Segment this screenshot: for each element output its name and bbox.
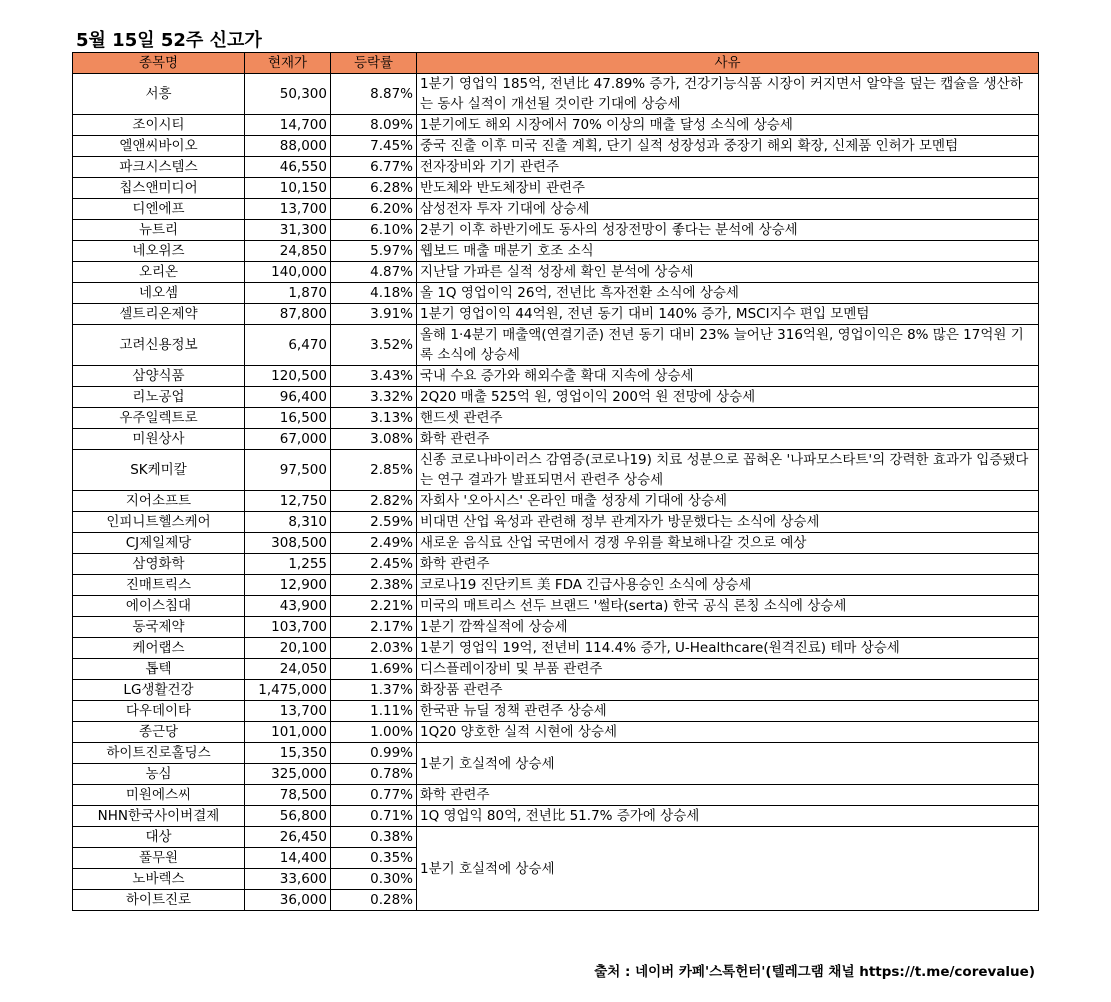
stock-name: 대상 <box>73 827 245 848</box>
stock-change: 6.20% <box>331 199 417 220</box>
stock-reason: 자회사 '오아시스' 온라인 매출 성장세 기대에 상승세 <box>417 491 1039 512</box>
stock-price: 43,900 <box>245 596 331 617</box>
table-row <box>73 533 1039 554</box>
stock-change: 4.87% <box>331 262 417 283</box>
stock-price: 103,700 <box>245 617 331 638</box>
stock-reason: 1분기 호실적에 상승세 <box>417 743 1039 785</box>
stock-price: 325,000 <box>245 764 331 785</box>
stock-change: 1.00% <box>331 722 417 743</box>
stock-reason: 핸드셋 관련주 <box>417 408 1039 429</box>
stock-reason: 올 1Q 영업이익 26억, 전년比 흑자전환 소식에 상승세 <box>417 283 1039 304</box>
stock-change: 1.69% <box>331 659 417 680</box>
table-row <box>73 304 1039 325</box>
stock-price: 14,400 <box>245 848 331 869</box>
stock-change: 0.99% <box>331 743 417 764</box>
stock-reason: 1분기 호실적에 상승세 <box>417 827 1039 911</box>
stock-name: 디엔에프 <box>73 199 245 220</box>
stock-change: 3.43% <box>331 366 417 387</box>
stock-reason: 1분기 깜짝실적에 상승세 <box>417 617 1039 638</box>
stock-price: 36,000 <box>245 890 331 911</box>
stock-change: 2.49% <box>331 533 417 554</box>
stock-reason: 1Q 영업익 80억, 전년比 51.7% 증가에 상승세 <box>417 806 1039 827</box>
table-row <box>73 827 1039 848</box>
stock-name: 엘앤씨바이오 <box>73 136 245 157</box>
stock-price: 13,700 <box>245 199 331 220</box>
stock-price: 14,700 <box>245 115 331 136</box>
stock-name: 우주일렉트로 <box>73 408 245 429</box>
stock-reason: 1분기 영업이익 44억원, 전년 동기 대비 140% 증가, MSCI지수 편입 모멘텀 <box>417 304 1039 325</box>
stock-change: 0.35% <box>331 848 417 869</box>
stock-change: 0.28% <box>331 890 417 911</box>
stock-reason: 화학 관련주 <box>417 554 1039 575</box>
stock-reason: 새로운 음식료 산업 국면에서 경쟁 우위를 확보해나갈 것으로 예상 <box>417 533 1039 554</box>
stock-name: 삼영화학 <box>73 554 245 575</box>
stock-name: 노바렉스 <box>73 869 245 890</box>
table-row <box>73 325 1039 366</box>
stock-name: LG생활건강 <box>73 680 245 701</box>
stock-price: 1,870 <box>245 283 331 304</box>
stock-reason: 비대면 산업 육성과 관련해 정부 관계자가 방문했다는 소식에 상승세 <box>417 512 1039 533</box>
stock-name: 동국제약 <box>73 617 245 638</box>
stock-price: 308,500 <box>245 533 331 554</box>
table-row <box>73 617 1039 638</box>
table-row <box>73 722 1039 743</box>
stock-name: 지어소프트 <box>73 491 245 512</box>
stock-name: 칩스앤미디어 <box>73 178 245 199</box>
stock-name: 진매트릭스 <box>73 575 245 596</box>
stock-price: 10,150 <box>245 178 331 199</box>
stock-name: 톱텍 <box>73 659 245 680</box>
table-row <box>73 450 1039 491</box>
stock-change: 0.77% <box>331 785 417 806</box>
stock-name: 농심 <box>73 764 245 785</box>
stock-reason: 웹보드 매출 매분기 호조 소식 <box>417 241 1039 262</box>
stock-price: 1,475,000 <box>245 680 331 701</box>
stock-price: 140,000 <box>245 262 331 283</box>
stock-reason: 화학 관련주 <box>417 429 1039 450</box>
stock-price: 26,450 <box>245 827 331 848</box>
stock-change: 6.10% <box>331 220 417 241</box>
stock-name: 조이시티 <box>73 115 245 136</box>
header-name: 종목명 <box>73 53 245 74</box>
table-row <box>73 387 1039 408</box>
stock-price: 20,100 <box>245 638 331 659</box>
stock-name: 미원에스씨 <box>73 785 245 806</box>
stock-change: 6.28% <box>331 178 417 199</box>
stock-change: 0.38% <box>331 827 417 848</box>
table-row <box>73 157 1039 178</box>
stock-price: 120,500 <box>245 366 331 387</box>
stock-name: 셀트리온제약 <box>73 304 245 325</box>
stock-price: 46,550 <box>245 157 331 178</box>
stock-price: 78,500 <box>245 785 331 806</box>
stock-name: NHN한국사이버결제 <box>73 806 245 827</box>
table-row <box>73 491 1039 512</box>
stock-name: 파크시스템스 <box>73 157 245 178</box>
stock-reason: 1분기에도 해외 시장에서 70% 이상의 매출 달성 소식에 상승세 <box>417 115 1039 136</box>
stock-reason: 디스플레이장비 및 부품 관련주 <box>417 659 1039 680</box>
table-row <box>73 74 1039 115</box>
stock-price: 56,800 <box>245 806 331 827</box>
stock-name: 풀무원 <box>73 848 245 869</box>
stock-reason: 올해 1·4분기 매출액(연결기준) 전년 동기 대비 23% 늘어난 316억원, 영업이익은 8% 많은 17억원 기록 소식에 상승세 <box>417 325 1039 366</box>
stock-change: 8.09% <box>331 115 417 136</box>
table-row <box>73 638 1039 659</box>
stock-change: 8.87% <box>331 74 417 115</box>
header-price: 현재가 <box>245 53 331 74</box>
stock-change: 0.30% <box>331 869 417 890</box>
stock-reason: 화학 관련주 <box>417 785 1039 806</box>
stock-price: 101,000 <box>245 722 331 743</box>
stock-price: 50,300 <box>245 74 331 115</box>
stock-change: 2.59% <box>331 512 417 533</box>
stock-change: 6.77% <box>331 157 417 178</box>
stock-price: 16,500 <box>245 408 331 429</box>
stock-name: CJ제일제당 <box>73 533 245 554</box>
stock-reason: 1분기 영업익 19억, 전년비 114.4% 증가, U-Healthcare(원격진료) 테마 상승세 <box>417 638 1039 659</box>
stock-change: 2.03% <box>331 638 417 659</box>
stock-reason: 1분기 영업익 185억, 전년比 47.89% 증가, 건강기능식품 시장이 커지면서 알약을 덮는 캡슐을 생산하는 동사 실적이 개선될 것이란 기대에 상승세 <box>417 74 1039 115</box>
stock-change: 4.18% <box>331 283 417 304</box>
stock-change: 2.21% <box>331 596 417 617</box>
stock-change: 1.37% <box>331 680 417 701</box>
table-row <box>73 701 1039 722</box>
stock-change: 3.52% <box>331 325 417 366</box>
stock-name: 미원상사 <box>73 429 245 450</box>
table-row <box>73 241 1039 262</box>
stock-price: 24,850 <box>245 241 331 262</box>
stock-price: 15,350 <box>245 743 331 764</box>
table-row <box>73 785 1039 806</box>
table-row <box>73 429 1039 450</box>
stock-price: 1,255 <box>245 554 331 575</box>
stock-reason: 한국판 뉴딜 정책 관련주 상승세 <box>417 701 1039 722</box>
table-row <box>73 262 1039 283</box>
stock-reason: 중국 진출 이후 미국 진출 계획, 단기 실적 성장성과 중장기 해외 확장, 신제품 인허가 모멘텀 <box>417 136 1039 157</box>
table-row <box>73 659 1039 680</box>
stock-name: 종근당 <box>73 722 245 743</box>
table-row <box>73 680 1039 701</box>
stock-change: 3.13% <box>331 408 417 429</box>
stock-reason: 2분기 이후 하반기에도 동사의 성장전망이 좋다는 분석에 상승세 <box>417 220 1039 241</box>
stock-price: 96,400 <box>245 387 331 408</box>
table-row <box>73 199 1039 220</box>
stock-price: 33,600 <box>245 869 331 890</box>
stock-price: 87,800 <box>245 304 331 325</box>
stock-reason: 신종 코로나바이러스 감염증(코로나19) 치료 성분으로 꼽혀온 '나파모스타트'의 강력한 효과가 입증됐다는 연구 결과가 발표되면서 관련주 상승세 <box>417 450 1039 491</box>
stock-table <box>72 52 1039 911</box>
table-row <box>73 596 1039 617</box>
stock-reason: 2Q20 매출 525억 원, 영업이익 200억 원 전망에 상승세 <box>417 387 1039 408</box>
stock-change: 3.91% <box>331 304 417 325</box>
table-body <box>73 74 1039 911</box>
stock-price: 13,700 <box>245 701 331 722</box>
table-header-row <box>73 53 1039 74</box>
table-row <box>73 220 1039 241</box>
table-row <box>73 136 1039 157</box>
stock-price: 6,470 <box>245 325 331 366</box>
table-row <box>73 743 1039 764</box>
stock-change: 2.38% <box>331 575 417 596</box>
page-title: 5월 15일 52주 신고가 <box>76 30 262 51</box>
stock-change: 3.32% <box>331 387 417 408</box>
stock-name: 다우데이타 <box>73 701 245 722</box>
stock-change: 2.45% <box>331 554 417 575</box>
stock-price: 8,310 <box>245 512 331 533</box>
table-row <box>73 806 1039 827</box>
stock-change: 2.17% <box>331 617 417 638</box>
stock-reason: 삼성전자 투자 기대에 상승세 <box>417 199 1039 220</box>
table-row <box>73 115 1039 136</box>
stock-name: 고려신용정보 <box>73 325 245 366</box>
stock-reason: 지난달 가파른 실적 성장세 확인 분석에 상승세 <box>417 262 1039 283</box>
table-row <box>73 554 1039 575</box>
stock-name: 케어랩스 <box>73 638 245 659</box>
stock-name: 서흥 <box>73 74 245 115</box>
stock-name: 에이스침대 <box>73 596 245 617</box>
stock-change: 0.78% <box>331 764 417 785</box>
stock-reason: 화장품 관련주 <box>417 680 1039 701</box>
stock-name: 하이트진로 <box>73 890 245 911</box>
stock-price: 12,750 <box>245 491 331 512</box>
stock-change: 3.08% <box>331 429 417 450</box>
stock-name: 리노공업 <box>73 387 245 408</box>
stock-name: 뉴트리 <box>73 220 245 241</box>
table-row <box>73 178 1039 199</box>
stock-price: 24,050 <box>245 659 331 680</box>
stock-price: 12,900 <box>245 575 331 596</box>
stock-name: SK케미칼 <box>73 450 245 491</box>
stock-change: 2.82% <box>331 491 417 512</box>
stock-reason: 국내 수요 증가와 해외수출 확대 지속에 상승세 <box>417 366 1039 387</box>
table-row <box>73 408 1039 429</box>
stock-price: 67,000 <box>245 429 331 450</box>
stock-reason: 코로나19 진단키트 美 FDA 긴급사용승인 소식에 상승세 <box>417 575 1039 596</box>
source-note: 출처 : 네이버 카페'스톡헌터'(텔레그램 채널 https://t.me/corevalue) <box>594 964 1035 980</box>
header-reason: 사유 <box>417 53 1039 74</box>
stock-name: 하이트진로홀딩스 <box>73 743 245 764</box>
stock-price: 88,000 <box>245 136 331 157</box>
stock-change: 2.85% <box>331 450 417 491</box>
header-change: 등락률 <box>331 53 417 74</box>
table-row <box>73 512 1039 533</box>
stock-name: 인피니트헬스케어 <box>73 512 245 533</box>
stock-price: 31,300 <box>245 220 331 241</box>
stock-change: 1.11% <box>331 701 417 722</box>
stock-reason: 1Q20 양호한 실적 시현에 상승세 <box>417 722 1039 743</box>
stock-change: 5.97% <box>331 241 417 262</box>
table-row <box>73 283 1039 304</box>
stock-change: 0.71% <box>331 806 417 827</box>
stock-name: 오리온 <box>73 262 245 283</box>
stock-price: 97,500 <box>245 450 331 491</box>
stock-reason: 반도체와 반도체장비 관련주 <box>417 178 1039 199</box>
table-row <box>73 366 1039 387</box>
stock-name: 네오위즈 <box>73 241 245 262</box>
stock-name: 삼양식품 <box>73 366 245 387</box>
table-row <box>73 575 1039 596</box>
stock-reason: 미국의 매트리스 선두 브랜드 '썰타(serta) 한국 공식 론칭 소식에 상승세 <box>417 596 1039 617</box>
stock-name: 네오셈 <box>73 283 245 304</box>
stock-change: 7.45% <box>331 136 417 157</box>
stock-reason: 전자장비와 기기 관련주 <box>417 157 1039 178</box>
